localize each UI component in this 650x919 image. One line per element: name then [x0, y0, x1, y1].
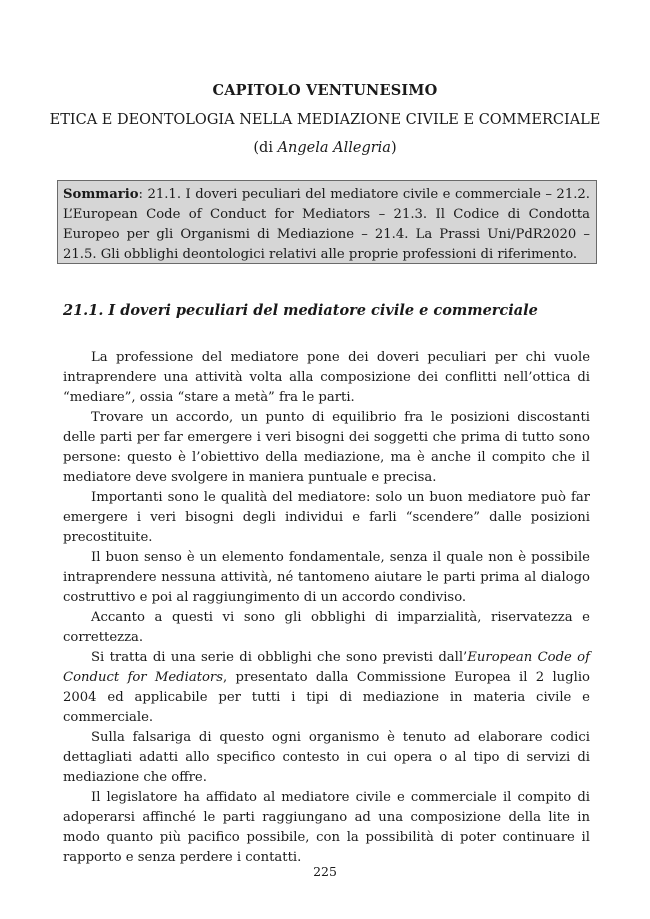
paragraph: Trovare un accordo, un punto di equilibrio fra le posizioni discostanti delle parti per far emergere i veri bisogni dei soggetti che prima di tutto sono persone: questo è l’obiettivo della mediazione, ma è anche il compito che il mediatore deve svolgere in maniera puntuale e precisa. [63, 410, 590, 485]
page-number: 225 [313, 864, 337, 879]
chapter-heading: CAPITOLO VENTUNESIMO [212, 82, 438, 99]
summary-box [57, 180, 597, 264]
section-title: 21.1. I doveri peculiari del mediatore civile e commerciale [63, 302, 538, 319]
author-line [0, 140, 650, 156]
paragraph: Il legislatore ha affidato al mediatore civile e commerciale il compito di adoperarsi affinché le parti raggiungano ad una composizione della lite in modo quanto più pacifico possibile, con la possibilità di poter continuare il rapporto e senza perdere i contatti. [63, 790, 590, 865]
paragraph-code-of-conduct [63, 648, 590, 728]
paragraph: Accanto a questi vi sono gli obblighi di imparzialità, riservatezza e correttezza. [63, 610, 590, 645]
paragraph: Il buon senso è un elemento fondamentale, senza il quale non è possibile intraprendere nessuna attività, né tantomeno aiutare le parti prima al dialogo costruttivo e poi al raggiungimento di un accordo condiviso. [63, 550, 590, 605]
body-text [63, 348, 590, 868]
paragraph: Sulla falsariga di questo ogni organismo è tenuto ad elaborare codici dettagliati adatti allo specifico contesto in cui opera o al tipo di servizi di mediazione che offre. [63, 730, 590, 785]
summary-label: Sommario [63, 187, 139, 202]
author-suffix: ) [390, 140, 397, 156]
paragraph-part: Si tratta di una serie di obblighi che sono previsti dall’ [91, 650, 468, 665]
chapter-title: ETICA E DEONTOLOGIA NELLA MEDIAZIONE CIVILE E COMMERCIALE [49, 112, 601, 128]
code-title: European Code of Conduct for Mediators [63, 650, 590, 685]
paragraph: La professione del mediatore pone dei doveri peculiari per chi vuole intraprendere una attività volta alla composizione dei conflitti nell’ottica di “mediare”, ossia “stare a metà” fra le parti. [63, 350, 590, 405]
paragraph: Importanti sono le qualità del mediatore: solo un buon mediatore può far emergere i veri bisogni degli individui e farli “scendere” dalle posizioni precostituite. [63, 490, 590, 545]
author-name: Angela Allegria [277, 140, 391, 156]
summary-text: : 21.1. I doveri peculiari del mediatore civile e commerciale – 21.2. L’European Code of Conduct for Mediators – 21.3. Il Codice di Condotta Europeo per gli Organismi di Mediazione – 21.4. La Prassi Uni/PdR2020 – 21.5. Gli obblighi deontologici relativi alle proprie professioni di riferimento. [63, 187, 590, 262]
paragraph-part: , presentato dalla Commissione Europea il 2 luglio 2004 ed applicabile per tutti i tipi di mediazione in materia civile e commerciale. [63, 670, 590, 725]
author-prefix: (di [253, 140, 278, 156]
